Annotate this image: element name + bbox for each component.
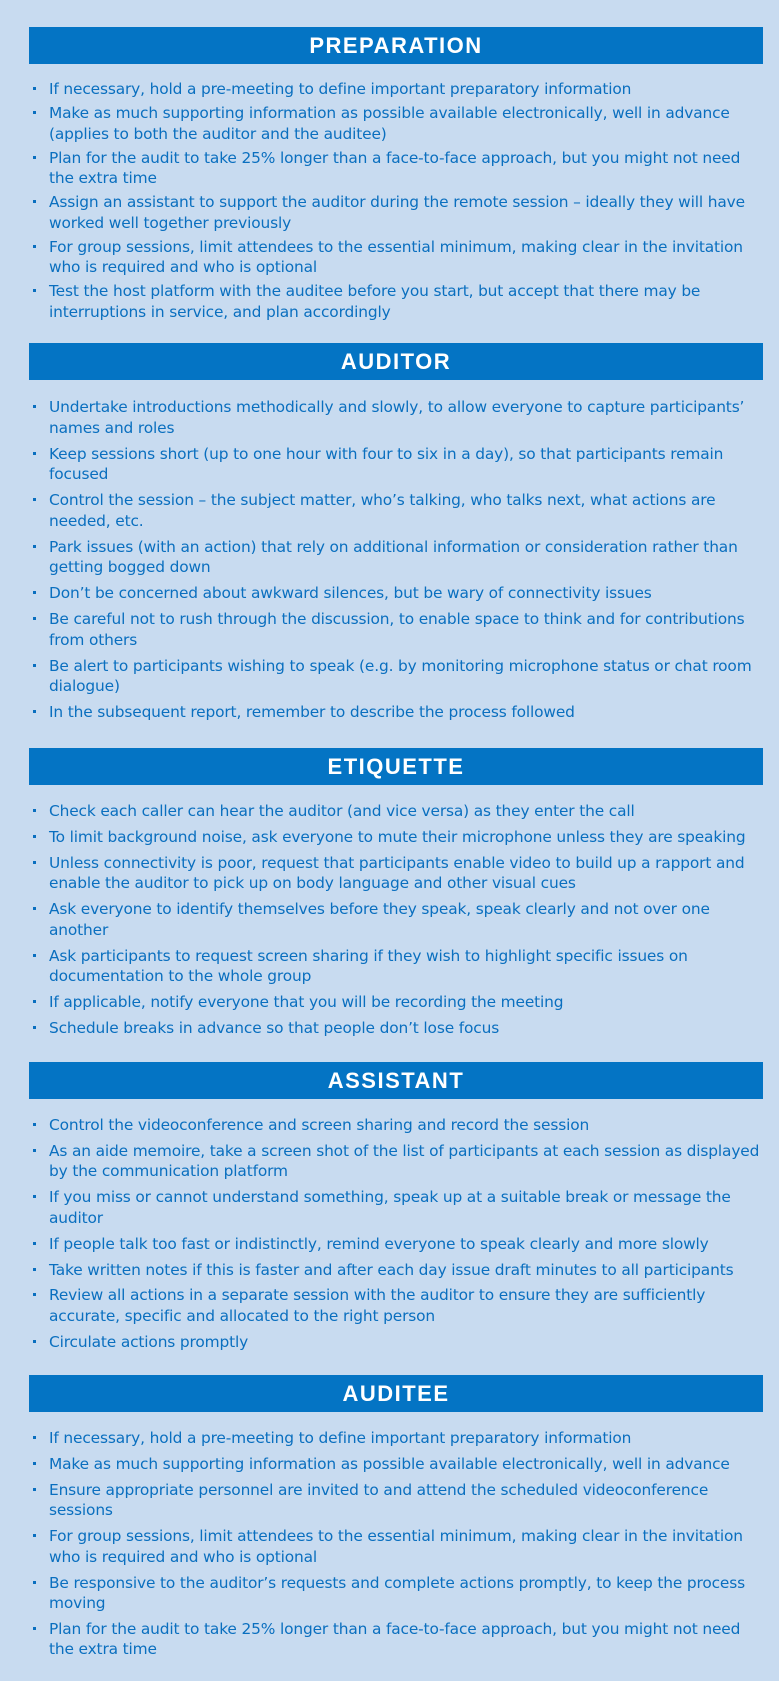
list-item <box>29 827 763 848</box>
item-text: Unless connectivity is poor, request that participants enable video to build up a rapport and enable the auditor to pick up on body language and other visual cues <box>49 853 745 893</box>
bullet-icon <box>33 1123 36 1126</box>
list-item <box>29 148 763 189</box>
bullet-icon <box>33 1268 36 1271</box>
item-text: Circulate actions promptly <box>49 1332 249 1351</box>
list-item <box>29 397 763 438</box>
item-list-auditor <box>29 397 763 723</box>
item-text: To limit background noise, ask everyone to mute their microphone unless they are speaking <box>49 827 746 846</box>
list-item <box>29 1115 763 1136</box>
bullet-icon <box>33 1293 36 1296</box>
section-assistant <box>29 1062 763 1358</box>
bullet-icon <box>33 498 36 501</box>
item-text: Park issues (with an action) that rely on additional information or consideration rather than getting bogged down <box>49 537 738 576</box>
list-item <box>29 237 763 278</box>
item-text: Review all actions in a separate session with the auditor to ensure they are sufficiently accurate, specific and allocated to the right person <box>49 1286 706 1325</box>
bullet-icon <box>33 1462 36 1465</box>
bullet-icon <box>33 809 36 812</box>
list-item <box>29 1260 763 1281</box>
list-item <box>29 103 763 144</box>
section-title-auditee: AUDITEE <box>29 1375 763 1412</box>
list-item <box>29 853 763 894</box>
item-text: Ask everyone to identify themselves before they speak, speak clearly and not over one another <box>49 900 710 939</box>
list-item <box>29 1573 763 1614</box>
item-text: Ensure appropriate personnel are invited to and attend the scheduled videoconference sessions <box>49 1480 709 1520</box>
section-title-assistant: ASSISTANT <box>29 1062 763 1099</box>
bullet-icon <box>33 664 36 667</box>
list-item <box>29 490 763 531</box>
item-text: Check each caller can hear the auditor (and vice versa) as they enter the call <box>49 802 635 820</box>
section-auditee <box>29 1375 763 1665</box>
list-item <box>29 444 763 485</box>
item-text: Test the host platform with the auditee before you start, but accept that there may be interruptions in service, and plan accordingly <box>49 282 701 321</box>
list-item <box>29 537 763 578</box>
bullet-icon <box>33 405 36 408</box>
bullet-icon <box>33 111 36 114</box>
item-text: For group sessions, limit attendees to the essential minimum, making clear in the invitation who is required and who is optional <box>49 1527 743 1566</box>
item-text: As an aide memoire, take a screen shot of the list of participants at each session as displayed by the communication platform <box>49 1141 760 1181</box>
item-text: Make as much supporting information as possible available electronically, well in advance (applies to both the auditor and the auditee) <box>49 104 730 143</box>
list-item <box>29 1018 763 1039</box>
item-text: Plan for the audit to take 25% longer than a face-to-face approach, but you might not need the extra time <box>49 1619 741 1659</box>
section-preparation <box>29 27 763 326</box>
item-text: Don’t be concerned about awkward silences, but be wary of connectivity issues <box>49 584 652 602</box>
list-item <box>29 1428 763 1449</box>
bullet-icon <box>33 87 36 90</box>
section-title-auditor: AUDITOR <box>29 343 763 380</box>
item-list-etiquette <box>29 801 763 1038</box>
list-item <box>29 1619 763 1660</box>
item-text: If people talk too fast or indistinctly, remind everyone to speak clearly and more slowly <box>49 1234 709 1253</box>
item-text: Be careful not to rush through the discussion, to enable space to think and for contributions from others <box>49 610 745 649</box>
item-text: Be responsive to the auditor’s requests and complete actions promptly, to keep the process moving <box>49 1573 745 1613</box>
bullet-icon <box>33 1149 36 1152</box>
section-auditor <box>29 343 763 728</box>
section-title-etiquette: ETIQUETTE <box>29 748 763 785</box>
list-item <box>29 1480 763 1521</box>
item-text: Make as much supporting information as possible available electronically, well in advance <box>49 1454 730 1473</box>
bullet-icon <box>33 289 36 292</box>
list-item <box>29 801 763 822</box>
item-text: If applicable, notify everyone that you will be recording the meeting <box>49 992 564 1011</box>
item-text: In the subsequent report, remember to describe the process followed <box>49 703 575 721</box>
bullet-icon <box>33 1436 36 1439</box>
list-item <box>29 656 763 697</box>
section-title-preparation: PREPARATION <box>29 27 763 64</box>
item-text: Control the videoconference and screen sharing and record the session <box>49 1116 590 1134</box>
bullet-icon <box>33 861 36 864</box>
list-item <box>29 1234 763 1255</box>
list-item <box>29 192 763 233</box>
item-text: If necessary, hold a pre-meeting to define important preparatory information <box>49 1429 632 1447</box>
bullet-icon <box>33 1534 36 1537</box>
item-text: Plan for the audit to take 25% longer than a face-to-face approach, but you might not need the extra time <box>49 148 741 188</box>
item-text: Assign an assistant to support the auditor during the remote session – ideally they will have worked well together previously <box>49 193 745 232</box>
bullet-icon <box>33 835 36 838</box>
list-item <box>29 79 763 100</box>
bullet-icon <box>33 1627 36 1630</box>
bullet-icon <box>33 452 36 455</box>
bullet-icon <box>33 591 36 594</box>
item-text: Schedule breaks in advance so that people don’t lose focus <box>49 1018 500 1037</box>
bullet-icon <box>33 617 36 620</box>
bullet-icon <box>33 200 36 203</box>
item-text: If necessary, hold a pre-meeting to define important preparatory information <box>49 80 632 98</box>
list-item <box>29 609 763 650</box>
bullet-icon <box>33 710 36 713</box>
item-text: Keep sessions short (up to one hour with four to six in a day), so that participants remain focused <box>49 444 724 483</box>
list-item <box>29 1187 763 1228</box>
item-text: For group sessions, limit attendees to the essential minimum, making clear in the invitation who is required and who is optional <box>49 237 743 277</box>
list-item <box>29 899 763 940</box>
list-item <box>29 1285 763 1326</box>
bullet-icon <box>33 1026 36 1029</box>
bullet-icon <box>33 1488 36 1491</box>
list-item <box>29 1454 763 1475</box>
list-item <box>29 281 763 322</box>
item-text: Ask participants to request screen sharing if they wish to highlight specific issues on documentation to the whole group <box>49 946 688 986</box>
list-item <box>29 946 763 987</box>
item-list-preparation <box>29 79 763 322</box>
list-item <box>29 1141 763 1182</box>
list-item <box>29 702 763 723</box>
section-etiquette <box>29 748 763 1044</box>
item-text: Take written notes if this is faster and after each day issue draft minutes to all participants <box>49 1260 734 1279</box>
item-text: Control the session – the subject matter, who’s talking, who talks next, what actions are needed, etc. <box>49 491 716 530</box>
list-item <box>29 583 763 604</box>
bullet-icon <box>33 156 36 159</box>
item-text: If you miss or cannot understand something, speak up at a suitable break or message the auditor <box>49 1188 731 1227</box>
bullet-icon <box>33 1000 36 1003</box>
item-text: Be alert to participants wishing to speak (e.g. by monitoring microphone status or chat room dialogue) <box>49 656 752 695</box>
bullet-icon <box>33 545 36 548</box>
bullet-icon <box>33 245 36 248</box>
bullet-icon <box>33 907 36 910</box>
list-item <box>29 992 763 1013</box>
list-item <box>29 1526 763 1567</box>
bullet-icon <box>33 1195 36 1198</box>
item-list-auditee <box>29 1428 763 1660</box>
item-list-assistant <box>29 1115 763 1352</box>
list-item <box>29 1332 763 1353</box>
item-text: Undertake introductions methodically and slowly, to allow everyone to capture participants’ names and roles <box>49 398 745 437</box>
bullet-icon <box>33 1581 36 1584</box>
bullet-icon <box>33 1340 36 1343</box>
bullet-icon <box>33 954 36 957</box>
bullet-icon <box>33 1242 36 1245</box>
